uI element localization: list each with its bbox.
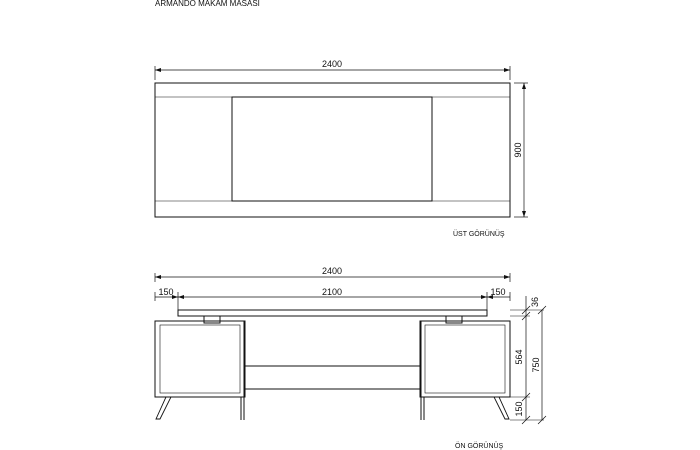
top-view-caption: ÜST GÖRÜNÜŞ (453, 231, 505, 238)
top-thickness-label: 36 (530, 296, 540, 308)
top-width-label: 2400 (321, 59, 343, 69)
front-overall-width-label: 2400 (321, 266, 343, 276)
left-support-block (204, 316, 220, 323)
top-view (155, 59, 528, 238)
front-height-dimensions (510, 296, 546, 424)
top-depth-dimension (513, 83, 528, 217)
left-cabinet (155, 321, 245, 420)
right-front-leg (494, 397, 509, 419)
front-view (155, 266, 546, 450)
right-overhang-label: 150 (490, 287, 506, 297)
left-front-leg (156, 397, 171, 419)
front-tabletop (178, 310, 487, 316)
modesty-panel (245, 366, 420, 389)
right-cabinet (420, 321, 510, 420)
total-height-label: 750 (531, 357, 541, 373)
cabinet-height-label: 564 (514, 349, 524, 365)
top-view-desk (155, 83, 510, 217)
top-depth-label: 900 (513, 142, 523, 158)
top-view-center-panel (232, 97, 432, 201)
left-overhang-label: 150 (158, 287, 174, 297)
front-overall-width-dimension (155, 266, 510, 282)
top-width-dimension (155, 59, 510, 80)
front-view-caption: ÖN GÖRÜNÜŞ (455, 443, 504, 450)
front-segment-dimensions (155, 287, 510, 312)
right-support-block (446, 316, 462, 323)
middle-span-label: 2100 (321, 287, 343, 297)
leg-height-label: 150 (514, 401, 524, 417)
drawing-title: ARMANDO MAKAM MASASI (155, 0, 260, 8)
